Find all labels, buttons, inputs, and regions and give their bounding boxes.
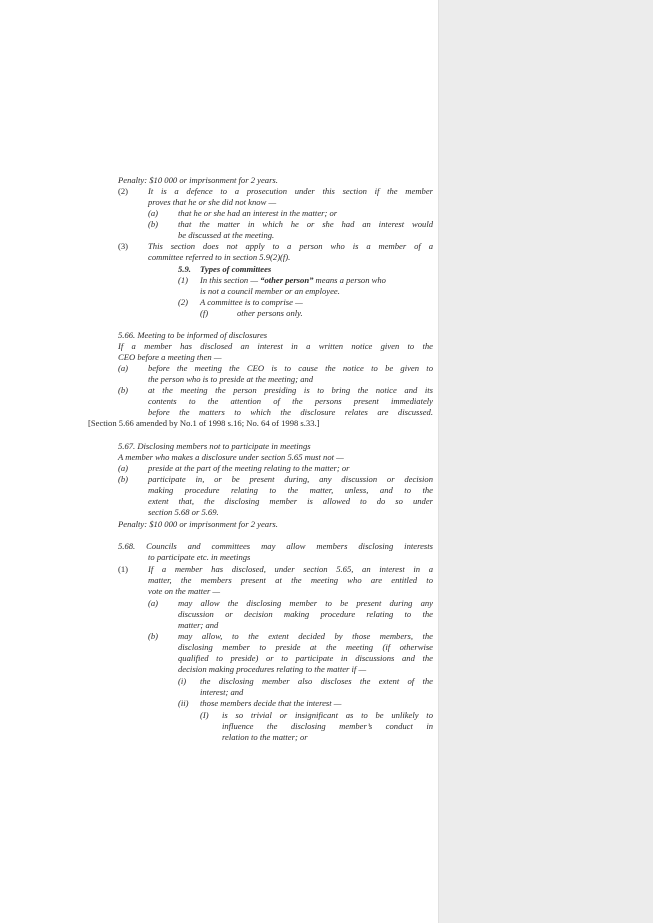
text-line: before the matters to which the disclosure relates are discussed. (148, 407, 433, 417)
subsection-number: (1) (118, 564, 129, 574)
text-line: interest; and (200, 687, 244, 697)
paragraph-number: (f) (200, 308, 209, 318)
text-line: is so trivial or insignificant as to be unlikely to (222, 710, 433, 720)
text-line: making procedure relating to the matter, unless, and to the (148, 485, 433, 495)
subsection-number: (1) (178, 275, 189, 285)
paragraph-number: (b) (148, 631, 159, 641)
text-line: decision making procedures relating to the matter if — (178, 664, 367, 674)
text-line: other persons only. (237, 308, 303, 318)
text-line: A committee is to comprise — (200, 297, 303, 307)
paragraph-number: (a) (118, 363, 129, 373)
text-line: CEO before a meeting then — (118, 352, 222, 362)
text-line: qualified to preside) or to participate in discussions and the (178, 653, 433, 663)
text-line: matter; and (178, 620, 219, 630)
subsubparagraph-number: (I) (200, 710, 209, 720)
text-line: be discussed at the meeting. (178, 230, 275, 240)
text-line: influence the disclosing member’s conduct in (222, 721, 433, 731)
text-line: that he or she had an interest in the matter; or (178, 208, 338, 218)
text-line: If a member has disclosed, under section 5.65, an interest in a (148, 564, 433, 574)
penalty-line: Penalty: $10 000 or imprisonment for 2 years. (118, 175, 278, 185)
text-line: that the matter in which he or she had an interest would (178, 219, 433, 229)
definition-prefix: In this section — (200, 275, 261, 285)
text-line: preside at the part of the meeting relating to the matter; or (148, 463, 350, 473)
section-heading: 5.67. Disclosing members not to participate in meetings (118, 441, 311, 451)
amendment-note: [Section 5.66 amended by No.1 of 1998 s.16; No. 64 of 1998 s.33.] (88, 418, 320, 428)
text-line: proves that he or she did not know — (148, 197, 277, 207)
text-line: is not a council member or an employee. (200, 286, 340, 296)
paragraph-number: (a) (148, 208, 159, 218)
definition-suffix: means a person who (313, 275, 386, 285)
inserted-section-number: 5.9. (178, 264, 191, 274)
text-line: disclosing member to preside at the meeting (if otherwise (178, 642, 433, 652)
penalty-line: Penalty: $10 000 or imprisonment for 2 years. (118, 519, 278, 529)
paragraph-number: (b) (118, 474, 129, 484)
definition-line (200, 275, 386, 285)
text-line: It is a defence to a prosecution under this section if the member (148, 186, 433, 196)
text-line: participate in, or be present during, any discussion or decision (148, 474, 433, 484)
comment-margin-panel (438, 0, 653, 923)
subparagraph-number: (i) (178, 676, 187, 686)
text-line: discussion or decision making procedure relating to the (178, 609, 433, 619)
subsection-number: (3) (118, 241, 129, 251)
text-line: A member who makes a disclosure under section 5.65 must not — (118, 452, 344, 462)
text-line: the person who is to preside at the meeting; and (148, 374, 314, 384)
text-line: may allow, to the extent decided by those members, the (178, 631, 433, 641)
defined-term: “other person” (260, 275, 314, 285)
text-line: vote on the matter — (148, 586, 221, 596)
text-line: section 5.68 or 5.69. (148, 507, 219, 517)
text-line: committee referred to in section 5.9(2)(f). (148, 252, 291, 262)
text-line: matter, the members present at the meeting who are entitled to (148, 575, 433, 585)
text-line: before the meeting the CEO is to cause the notice to be given to (148, 363, 433, 373)
subparagraph-number: (ii) (178, 698, 189, 708)
paragraph-number: (a) (118, 463, 129, 473)
section-heading: 5.66. Meeting to be informed of disclosures (118, 330, 268, 340)
text-line: may allow the disclosing member to be present during any (178, 598, 433, 608)
paragraph-number: (a) (148, 598, 159, 608)
inserted-section-heading: Types of committees (200, 264, 272, 274)
text-line: This section does not apply to a person who is a member of a (148, 241, 433, 251)
text-line: those members decide that the interest — (200, 698, 342, 708)
text-line: If a member has disclosed an interest in a written notice given to the (118, 341, 433, 351)
text-line: extent that, the disclosing member is allowed to do so under (148, 496, 433, 506)
text-line: the disclosing member also discloses the extent of the (200, 676, 433, 686)
section-heading-cont: to participate etc. in meetings (148, 552, 251, 562)
subsection-number: (2) (178, 297, 189, 307)
margin-divider (438, 0, 439, 923)
paragraph-number: (b) (148, 219, 159, 229)
text-line: contents to the attention of the persons present immediately (148, 396, 433, 406)
subsection-number: (2) (118, 186, 129, 196)
paragraph-number: (b) (118, 385, 129, 395)
text-line: relation to the matter; or (222, 732, 308, 742)
text-line: at the meeting the person presiding is to bring the notice and its (148, 385, 433, 395)
section-heading: 5.68. Councils and committees may allow members disclosing interests (118, 541, 433, 551)
